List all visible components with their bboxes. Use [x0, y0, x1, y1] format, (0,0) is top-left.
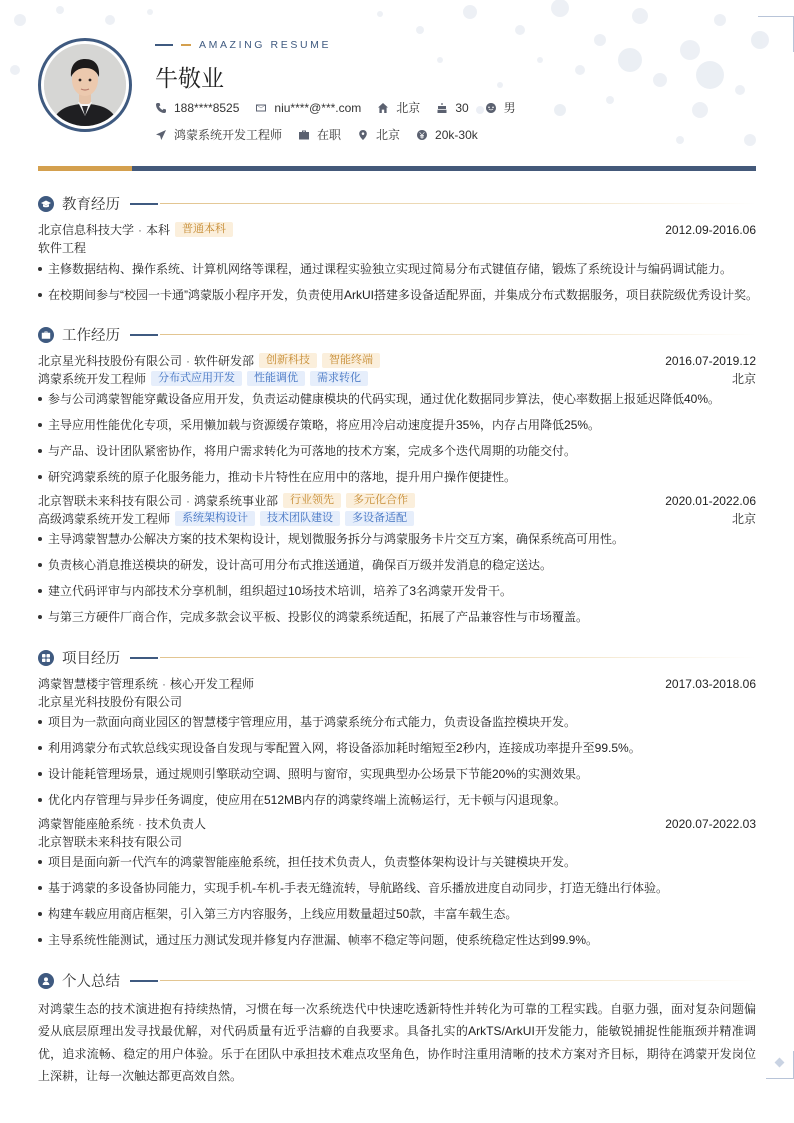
list-item [38, 608, 756, 625]
bullet-text: 研究鸿蒙系统的原子化服务能力，推动卡片特性在应用中的落地，提升用户操作便捷性。 [48, 470, 517, 484]
section-title-education [38, 193, 756, 214]
bullet-dot [38, 449, 42, 453]
project-period: 2017.03-2018.06 [665, 676, 756, 691]
bullet-text: 优化内存管理与异步任务调度，使应用在512MB内存的鸿蒙终端上流畅运行，无卡顿与闪退现象。 [48, 793, 567, 807]
home-icon [377, 102, 389, 114]
list-item [38, 905, 756, 922]
grid-icon [38, 650, 54, 666]
role-tag: 技术团队建设 [260, 511, 340, 526]
bullet-text: 主导鸿蒙智慧办公解决方案的技术架构设计，规划微服务拆分与鸿蒙服务卡片交互方案，确保系统高可用性。 [48, 532, 625, 546]
contact-row [155, 99, 532, 116]
bullet-dot [38, 912, 42, 916]
list-item [38, 791, 756, 808]
bullet-dot [38, 615, 42, 619]
project-name: 鸿蒙智慧楼宇管理系统 [38, 677, 159, 691]
avatar-photo-icon [44, 44, 126, 126]
project-role: 技术负责人 [146, 817, 207, 831]
separator: · [138, 222, 143, 237]
bullet-dot [38, 423, 42, 427]
education-period: 2012.09-2016.06 [665, 222, 756, 237]
salary-text: 20k-30k [435, 127, 478, 142]
section-title-work [38, 324, 756, 345]
heading-line [130, 980, 158, 982]
job-header-row [38, 492, 756, 509]
department: 鸿蒙系统事业部 [194, 494, 279, 508]
bullet-text: 与第三方硬件厂商合作，完成多款会议平板、投影仪的鸿蒙系统适配，拓展了产品兼容性与市场覆盖。 [48, 610, 589, 624]
heading-line-fade [160, 980, 756, 981]
section-heading: 教育经历 [62, 197, 120, 213]
job-header-row [38, 352, 756, 369]
bullet-text: 项目是面向新一代汽车的鸿蒙智能座舱系统，担任技术负责人，负责整体架构设计与关键模块开发。 [48, 855, 577, 869]
graduation-cap-icon [38, 196, 54, 212]
job-role-row [38, 370, 756, 387]
company-tag: 智能终端 [322, 353, 380, 368]
status-text: 在职 [317, 128, 342, 142]
list-item [38, 879, 756, 896]
email-icon [255, 102, 267, 114]
list-item [38, 390, 756, 407]
bullet-text: 利用鸿蒙分布式软总线实现设备自发现与零配置入网，将设备添加耗时缩短至2秒内，连接成功率提升至99.5%。 [48, 741, 641, 755]
school-name: 北京信息科技大学 [38, 223, 135, 237]
section-heading: 个人总结 [62, 974, 120, 990]
avatar [44, 44, 126, 126]
heading-line [130, 203, 158, 205]
phone-item [155, 101, 239, 115]
job-period: 2016.07-2019.12 [665, 353, 756, 368]
list-item [38, 739, 756, 756]
heading-line-fade [160, 657, 756, 658]
divider-gold [38, 166, 132, 171]
bullet-dot [38, 397, 42, 401]
bullet-text: 与产品、设计团队紧密协作，将用户需求转化为可落地的技术方案，完成多个迭代周期的功能交付。 [48, 444, 577, 458]
section-title-summary [38, 970, 756, 991]
project-company: 北京智联未来科技有限公司 [38, 835, 183, 849]
project-name: 鸿蒙智能座舱系统 [38, 817, 135, 831]
list-item [38, 286, 756, 303]
heading-line [130, 657, 158, 659]
section-heading: 项目经历 [62, 651, 120, 667]
bullet-dot [38, 475, 42, 479]
email-text: niu****@***.com [274, 100, 362, 115]
bullet-text: 项目为一款面向商业园区的智慧楼宇管理应用，基于鸿蒙系统分布式能力，负责设备监控模块开发。 [48, 715, 577, 729]
user-icon [38, 973, 54, 989]
tagline-line-navy [155, 44, 173, 46]
role-tag: 性能调优 [247, 371, 305, 386]
bullet-dot [38, 267, 42, 271]
resume-tagline [155, 39, 331, 51]
separator: · [186, 493, 191, 508]
email-item [255, 101, 361, 115]
list-item [38, 556, 756, 573]
department: 软件研发部 [194, 354, 255, 368]
age-item [436, 101, 468, 115]
bullet-text: 设计能耗管理场景，通过规则引擎联动空调、照明与窗帘，实现典型办公场景下节能20%的实测效果。 [48, 767, 589, 781]
bullet-text: 构建车载应用商店框架，引入第三方内容服务，上线应用数量超过50款，丰富车载生态。 [48, 907, 518, 921]
job-role-row [38, 510, 756, 527]
list-item [38, 931, 756, 948]
list-item [38, 416, 756, 433]
company-tag: 行业领先 [283, 493, 341, 508]
status-item [298, 126, 341, 143]
bullet-dot [38, 938, 42, 942]
phone-text: 188****8525 [174, 100, 240, 115]
salary-item [416, 128, 478, 142]
education-header-row [38, 221, 756, 238]
tagline-line-gold [181, 44, 191, 46]
role-tag: 多设备适配 [345, 511, 414, 526]
separator: · [138, 816, 143, 831]
bullet-dot [38, 886, 42, 890]
briefcase-icon [38, 327, 54, 343]
job-city: 北京 [731, 372, 756, 386]
heading-line-fade [160, 203, 756, 204]
role-tag: 分布式应用开发 [151, 371, 242, 386]
bullet-dot [38, 720, 42, 724]
bullet-dot [38, 772, 42, 776]
bullet-dot [38, 589, 42, 593]
briefcase-icon [298, 129, 310, 141]
company-tag: 多元化合作 [346, 493, 415, 508]
intent-city-item [357, 126, 400, 143]
job-city: 北京 [731, 512, 756, 526]
list-item [38, 765, 756, 782]
project-period: 2020.07-2022.03 [665, 816, 756, 831]
avatar-frame [38, 38, 132, 132]
project-header-row [38, 675, 756, 692]
list-item [38, 582, 756, 599]
project-company-row [38, 693, 756, 710]
city-item [377, 99, 420, 116]
phone-icon [155, 102, 167, 114]
divider-navy [132, 166, 756, 171]
list-item [38, 442, 756, 459]
summary-text: 对鸿蒙生态的技术演进抱有持续热情，习惯在每一次系统迭代中快速吃透新特性并转化为可靠的工程实践。自驱力强，面对复杂问题偏爱从底层原理出发寻找最优解，对代码质量有近乎洁癖的自我要求。具备扎实的ArkTS/ArkUI开发能力，能敏锐捕捉性能瓶颈并精准调优，追求流畅、稳定的用户体验。乐于在团队中承担技术难点攻坚角色，协作时注重用清晰的技术方案对齐目标，期待在鸿蒙开发岗位上深耕，让每一次触达都更高效自然。 [38, 1002, 756, 1083]
corner-decoration-top [758, 16, 794, 52]
position-text: 鸿蒙系统开发工程师 [174, 128, 283, 142]
bullet-dot [38, 746, 42, 750]
separator: · [162, 676, 167, 691]
project-role: 核心开发工程师 [170, 677, 255, 691]
age-text: 30 [455, 100, 469, 115]
city-text: 北京 [396, 101, 421, 115]
education-tag: 普通本科 [175, 222, 233, 237]
bullet-dot [38, 860, 42, 864]
bullet-text: 主导系统性能测试，通过压力测试发现并修复内存泄漏、帧率不稳定等问题，使系统稳定性达到99.9%。 [48, 933, 599, 947]
bullet-text: 在校期间参与“校园一卡通”鸿蒙版小程序开发，负责使用ArkUI搭建多设备适配界面，并集成分布式数据服务，项目获院级优秀设计奖。 [48, 288, 758, 302]
list-item [38, 260, 756, 277]
gender-item [485, 99, 516, 116]
major-row [38, 239, 756, 256]
bullet-text: 主修数据结构、操作系统、计算机网络等课程，通过课程实验独立实现过简易分布式键值存储，锻炼了系统设计与编码调试能力。 [48, 262, 733, 276]
job-period: 2020.01-2022.06 [665, 493, 756, 508]
bullet-text: 建立代码评审与内部技术分享机制，组织超过10场技术培训，培养了3名鸿蒙开发骨干。 [48, 584, 513, 598]
money-icon [416, 129, 428, 141]
heading-line-fade [160, 334, 756, 335]
list-item [38, 713, 756, 730]
role-tag: 需求转化 [310, 371, 368, 386]
project-company-row [38, 833, 756, 850]
company-name: 北京星光科技股份有限公司 [38, 354, 183, 368]
intent-city-text: 北京 [376, 128, 401, 142]
section-title-projects [38, 647, 756, 668]
candidate-name: 牛敬业 [155, 65, 224, 91]
separator: · [186, 353, 191, 368]
degree: 本科 [146, 223, 171, 237]
send-icon [155, 129, 167, 141]
bullet-dot [38, 293, 42, 297]
role-tag: 系统架构设计 [175, 511, 255, 526]
tagline-text: AMAZING RESUME [199, 39, 332, 51]
major: 软件工程 [38, 241, 87, 255]
header-divider-bar [38, 166, 756, 171]
job-role: 高级鸿蒙系统开发工程师 [38, 512, 171, 526]
smile-icon [485, 102, 497, 114]
project-company: 北京星光科技股份有限公司 [38, 695, 183, 709]
bullet-text: 基于鸿蒙的多设备协同能力，实现手机-车机-手表无缝流转，导航路线、音乐播放进度自动同步，打造无缝出行体验。 [48, 881, 668, 895]
project-header-row [38, 815, 756, 832]
bullet-text: 参与公司鸿蒙智能穿戴设备应用开发，负责运动健康模块的代码实现，通过优化数据同步算法，使心率数据上报延迟降低40%。 [48, 392, 721, 406]
bullet-text: 负责核心消息推送模块的研发，设计高可用分布式推送通道，确保百万级并发消息的稳定送达。 [48, 558, 553, 572]
position-item [155, 126, 282, 143]
bullet-dot [38, 563, 42, 567]
job-role: 鸿蒙系统开发工程师 [38, 372, 147, 386]
list-item [38, 468, 756, 485]
gender-text: 男 [503, 101, 516, 115]
company-tag: 创新科技 [259, 353, 317, 368]
section-heading: 工作经历 [62, 328, 120, 344]
company-name: 北京智联未来科技有限公司 [38, 494, 183, 508]
bullet-text: 主导应用性能优化专项，采用懒加载与资源缓存策略，将应用冷启动速度提升35%，内存占用降低25%。 [48, 418, 601, 432]
job-intent-row [155, 126, 494, 143]
location-pin-icon [357, 129, 369, 141]
bullet-dot [38, 798, 42, 802]
list-item [38, 853, 756, 870]
heading-line [130, 334, 158, 336]
cake-icon [436, 102, 448, 114]
bullet-dot [38, 537, 42, 541]
list-item [38, 530, 756, 547]
